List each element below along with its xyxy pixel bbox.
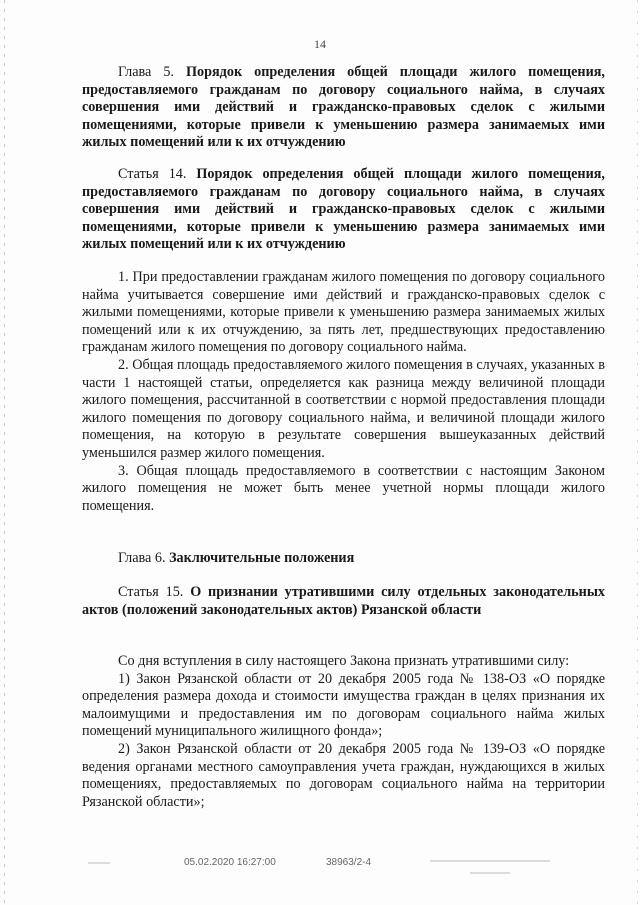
scan-edge-left [4,0,5,905]
footer-document-id: 38963/2-4 [326,857,372,868]
article-15-item-2: 2) Закон Рязанской области от 20 декабря 2005 года № 139-ОЗ «О порядке ведения органами местного самоуправления учета граждан, нуждающихся в жилых помещениях, предоставляемых по договорам социального найма на территории Рязанской области»; [82,740,605,810]
article-15-prefix: Статья 15. [118,584,191,600]
scan-edge-right [637,0,638,905]
article-14-paragraph-3: 3. Общая площадь предоставляемого в соответствии с настоящим Законом жилого помещения не может быть менее учетной нормы площади жилого помещения. [82,462,605,514]
chapter-6-heading [82,550,605,568]
page-number: 14 [314,37,326,51]
article-14-paragraph-1: 1. При предоставлении гражданам жилого помещения по договору социального найма учитывается совершение ими действий и гражданско-правовых сделок с жилыми помещениями, которые привели к уменьшению размера занимаемых жилых помещений или к их отчуждению, за пять лет, предшествующих предоставлению гражданам жилого помещения по договору социального найма. [82,269,605,356]
article-14-body [82,269,605,515]
chapter-5-heading [82,64,605,152]
chapter-6-prefix: Глава 6. [118,550,170,566]
article-15-title: О признании утратившими силу отдельных законодательных актов (положений законодательных актов) Рязанской области [82,584,605,618]
article-14-prefix: Статья 14. [118,166,197,182]
article-14-heading [82,166,605,254]
chapter-5-prefix: Глава 5. [118,64,186,80]
article-15-item-1: 1) Закон Рязанской области от 20 декабря 2005 года № 138-ОЗ «О порядке определения размера дохода и стоимости имущества граждан в целях признания их малоимущими и предоставления им по договорам социального найма жилых помещений муниципального жилищного фонда»; [82,670,605,740]
scan-smudge-right [430,860,550,862]
scan-smudge-right-2 [470,872,510,874]
article-15-heading [82,584,605,619]
scan-smudge-left [88,862,110,864]
article-15-body [82,653,605,811]
article-14-paragraph-2: 2. Общая площадь предоставляемого жилого помещения в случаях, указанных в части 1 настоящей статьи, определяется как разница между величиной площади жилого помещения, рассчитанной в соответствии с нормой предоставления площади жилого помещения по договору социального найма, и величиной площади жилого помещения, на которую в результате совершения вышеуказанных действий уменьшился размер жилого помещения. [82,356,605,461]
article-14-title: Порядок определения общей площади жилого помещения, предоставляемого гражданам по договору социального найма, в случаях совершения ими действий и гражданско-правовых сделок с жилыми помещениями, которые привели к уменьшению размера занимаемых ими жилых помещений или к их отчуждению [82,166,605,253]
footer-timestamp: 05.02.2020 16:27:00 [184,857,276,868]
chapter-5-title: Порядок определения общей площади жилого помещения, предоставляемого гражданам по договору социального найма, в случаях совершения ими действий и гражданско-правовых сделок с жилыми помещениями, которые привели к уменьшению размера занимаемых ими жилых помещений или к их отчуждению [82,64,605,151]
article-15-intro: Со дня вступления в силу настоящего Закона признать утратившими силу: [118,653,570,669]
chapter-6-title: Заключительные положения [169,550,355,566]
